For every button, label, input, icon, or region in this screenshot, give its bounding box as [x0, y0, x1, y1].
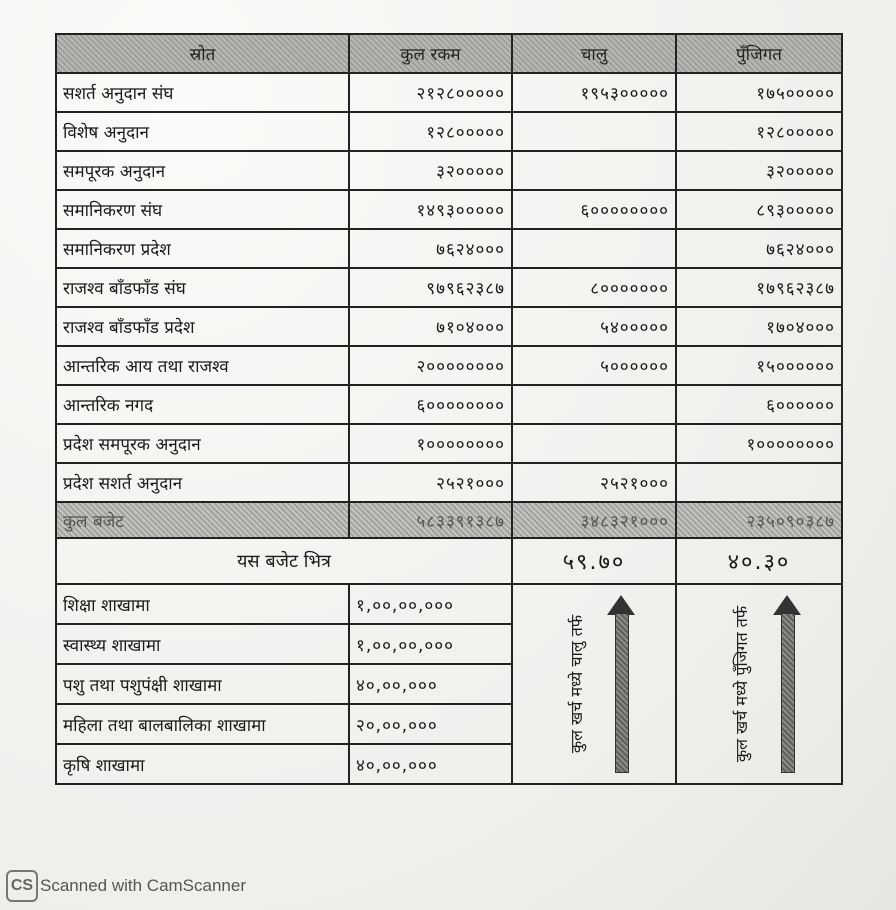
row-source: प्रदेश सशर्त अनुदान — [56, 463, 349, 502]
total-amount: ५८३३९१३८७ — [349, 502, 512, 538]
table-row — [56, 112, 842, 151]
current-arrow-cell — [512, 584, 676, 784]
total-row — [56, 502, 842, 538]
row-current: ५४००००० — [512, 307, 676, 346]
table-row — [56, 268, 842, 307]
up-arrow-icon — [777, 595, 797, 773]
sector-name: पशु तथा पशुपंक्षी शाखामा — [56, 664, 349, 704]
row-total: १०००००००० — [349, 424, 512, 463]
row-total: ७१०४००० — [349, 307, 512, 346]
within-budget-row — [56, 538, 842, 584]
sector-amount: १,००,००,००० — [349, 584, 512, 624]
row-current — [512, 385, 676, 424]
row-source: आन्तरिक आय तथा राजश्व — [56, 346, 349, 385]
row-source: प्रदेश समपूरक अनुदान — [56, 424, 349, 463]
row-current: ६०००००००० — [512, 190, 676, 229]
row-current: २५२१००० — [512, 463, 676, 502]
table-row — [56, 190, 842, 229]
row-current — [512, 229, 676, 268]
row-capital: १२८००००० — [676, 112, 842, 151]
header-current: चालु — [512, 34, 676, 73]
row-capital: १७५००००० — [676, 73, 842, 112]
current-percentage: ५९.७० — [512, 538, 676, 584]
sector-amount: ४०,००,००० — [349, 744, 512, 784]
row-capital — [676, 463, 842, 502]
camscanner-logo-icon: CS — [6, 870, 38, 902]
sector-name: शिक्षा शाखामा — [56, 584, 349, 624]
row-total: ६०००००००० — [349, 385, 512, 424]
row-current: ५०००००० — [512, 346, 676, 385]
table-row — [56, 346, 842, 385]
row-total: २०००००००० — [349, 346, 512, 385]
table-row — [56, 151, 842, 190]
row-total: १२८००००० — [349, 112, 512, 151]
row-capital: १०००००००० — [676, 424, 842, 463]
camscanner-watermark — [6, 870, 246, 902]
row-source: समानिकरण प्रदेश — [56, 229, 349, 268]
row-total: २५२१००० — [349, 463, 512, 502]
row-capital: १५०००००० — [676, 346, 842, 385]
sector-amount: २०,००,००० — [349, 704, 512, 744]
table-row — [56, 385, 842, 424]
row-capital: ७६२४००० — [676, 229, 842, 268]
table-row — [56, 307, 842, 346]
sector-name: स्वास्थ्य शाखामा — [56, 624, 349, 664]
sector-amount: १,००,००,००० — [349, 624, 512, 664]
sector-name: महिला तथा बालबालिका शाखामा — [56, 704, 349, 744]
table-row — [56, 73, 842, 112]
table-body — [56, 73, 842, 502]
capital-percentage: ४०.३० — [676, 538, 842, 584]
row-source: राजश्व बाँडफाँड प्रदेश — [56, 307, 349, 346]
row-capital: ६०००००० — [676, 385, 842, 424]
total-current: ३४८३२१००० — [512, 502, 676, 538]
sector-row — [56, 584, 842, 624]
row-source: सशर्त अनुदान संघ — [56, 73, 349, 112]
table-header-row — [56, 34, 842, 73]
row-current — [512, 112, 676, 151]
row-capital: १७०४००० — [676, 307, 842, 346]
row-capital: ८९३००००० — [676, 190, 842, 229]
table-row — [56, 463, 842, 502]
row-total: १४९३००००० — [349, 190, 512, 229]
total-capital: २३५०९०३८७ — [676, 502, 842, 538]
sector-name: कृषि शाखामा — [56, 744, 349, 784]
row-total: ९७९६२३८७ — [349, 268, 512, 307]
table-row — [56, 229, 842, 268]
row-total: २१२८००००० — [349, 73, 512, 112]
header-total: कुल रकम — [349, 34, 512, 73]
budget-table — [55, 33, 843, 785]
row-source: समपूरक अनुदान — [56, 151, 349, 190]
row-current — [512, 151, 676, 190]
row-total: ७६२४००० — [349, 229, 512, 268]
capital-arrow-text: कुल खर्च मध्ये पुँजिगत तर्फ — [731, 605, 751, 763]
row-source: राजश्व बाँडफाँड संघ — [56, 268, 349, 307]
row-source: समानिकरण संघ — [56, 190, 349, 229]
row-total: ३२००००० — [349, 151, 512, 190]
row-source: विशेष अनुदान — [56, 112, 349, 151]
capital-arrow-cell — [676, 584, 842, 784]
current-arrow-text: कुल खर्च मध्ये चालु तर्फ — [567, 614, 586, 754]
watermark-text: Scanned with CamScanner — [40, 876, 247, 895]
up-arrow-icon — [611, 595, 631, 773]
row-capital: १७९६२३८७ — [676, 268, 842, 307]
within-budget-label: यस बजेट भित्र — [56, 538, 512, 584]
row-current: ८००००००० — [512, 268, 676, 307]
header-source: स्रोत — [56, 34, 349, 73]
row-capital: ३२००००० — [676, 151, 842, 190]
table-row — [56, 424, 842, 463]
row-current — [512, 424, 676, 463]
row-current: १९५३००००० — [512, 73, 676, 112]
sector-amount: ४०,००,००० — [349, 664, 512, 704]
total-label: कुल बजेट — [56, 502, 349, 538]
row-source: आन्तरिक नगद — [56, 385, 349, 424]
header-capital: पुँजिगत — [676, 34, 842, 73]
